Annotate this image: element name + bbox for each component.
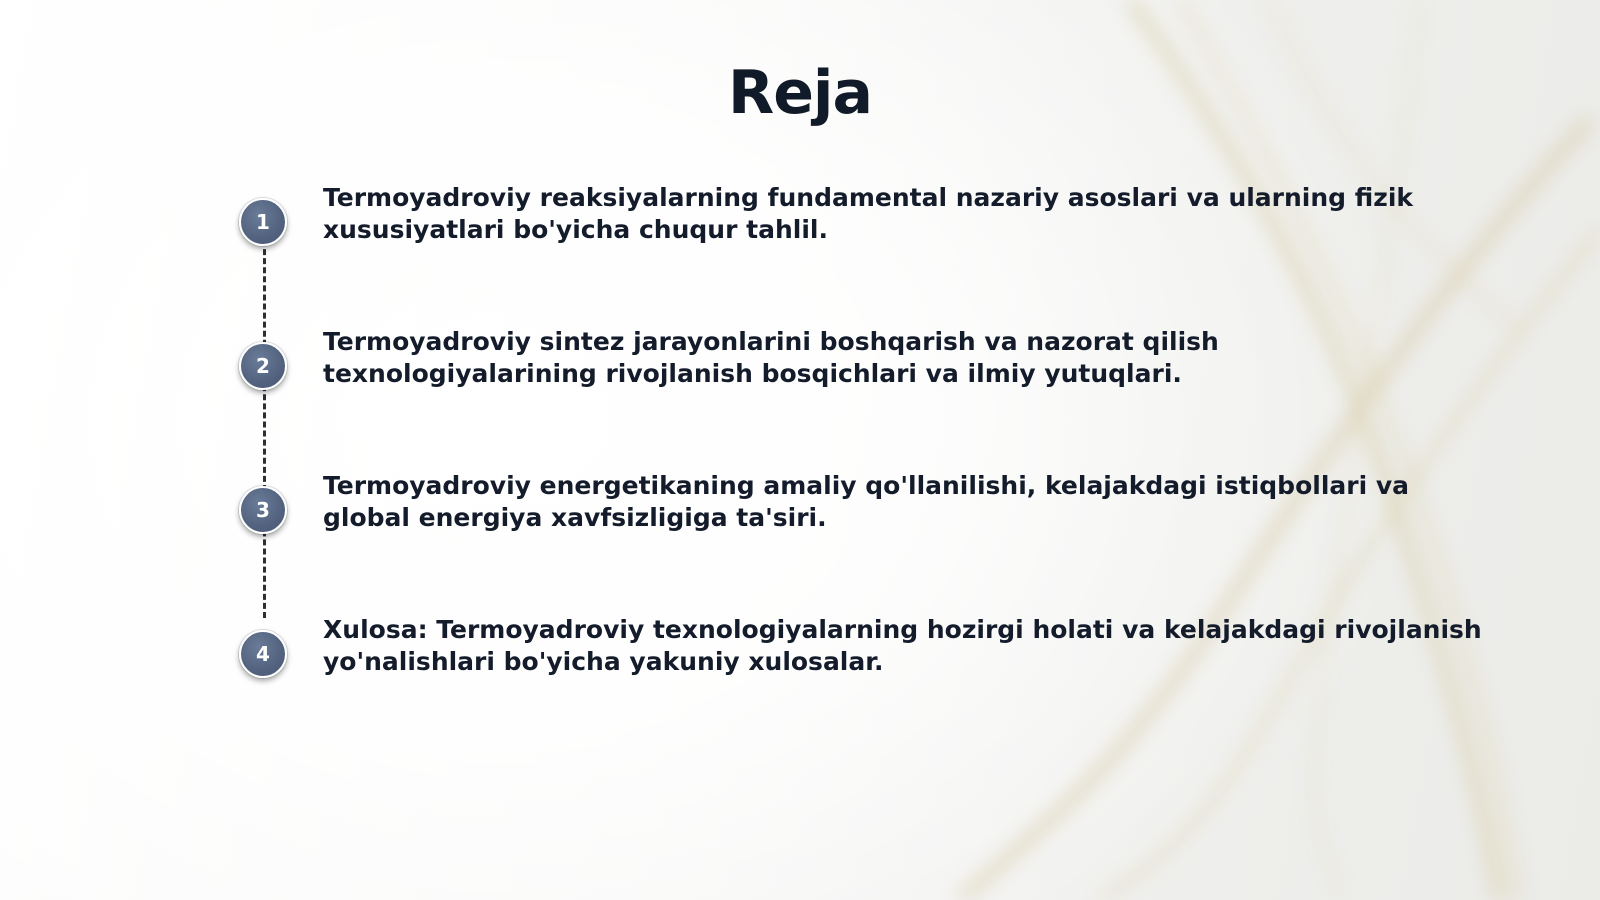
list-item [239, 327, 1479, 418]
list-item [239, 471, 1479, 562]
list-item [239, 615, 1482, 706]
step-badge: 3 [239, 486, 287, 534]
list-item [239, 183, 1479, 274]
step-badge: 4 [239, 630, 287, 678]
page-title: Reja [728, 58, 872, 128]
step-text: Termoyadroviy energetikaning amaliy qo'llanilishi, kelajakdagi istiqbollari va global energiya xavfsizligiga ta'siri. [323, 471, 1410, 532]
step-text: Xulosa: Termoyadroviy texnologiyalarning hozirgi holati va kelajakdagi rivojlanish yo'nalishlari bo'yicha yakuniy xulosalar. [323, 615, 1482, 676]
step-badge: 2 [239, 342, 287, 390]
step-badge: 1 [239, 198, 287, 246]
step-text: Termoyadroviy sintez jarayonlarini boshqarish va nazorat qilish texnologiyalarining rivojlanish bosqichlari va ilmiy yutuqlari. [323, 327, 1219, 388]
step-text: Termoyadroviy reaksiyalarning fundamental nazariy asoslari va ularning fizik xususiyatlari bo'yicha chuqur tahlil. [323, 183, 1414, 244]
